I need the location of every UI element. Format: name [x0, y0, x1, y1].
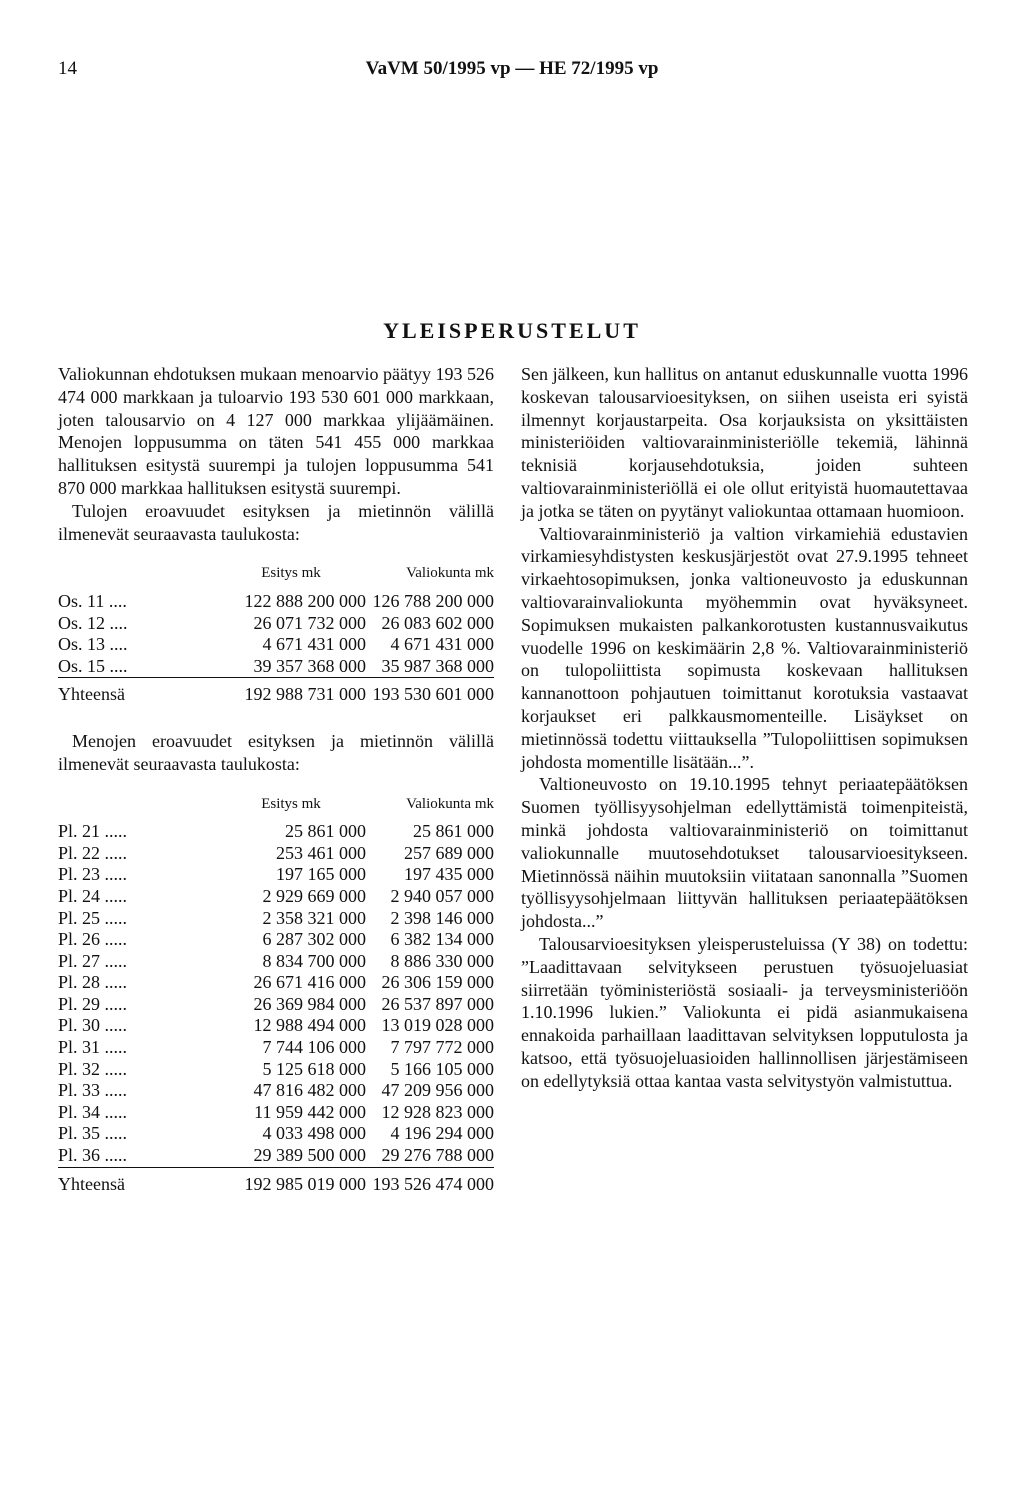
row-label: Os. 15 ....	[58, 655, 128, 676]
row-label: Pl. 27 .....	[58, 950, 128, 971]
right-paragraph: Valtioneuvosto on 19.10.1995 tehnyt periaatepäätöksen Suomen työllisyysohjelman edellyttämistä toimenpiteistä, minkä johdosta valtiovarainministeriö on toimittanut valiokunnalle muutosehdotukset talousarvioesitykseen. Mietinnössä näihin muutoksiin viitataan sanonnalla ”Suomen työllisyysohjelmaan liittyvän hallituksen periaatepäätöksen johdosta...”	[521, 774, 968, 932]
esitys-value: 122 888 200 000	[244, 590, 366, 611]
income-table	[58, 563, 494, 706]
valiokunta-value: 197 435 000	[404, 864, 494, 885]
row-label: Pl. 26 .....	[58, 929, 128, 950]
esitys-value: 26 071 732 000	[253, 612, 366, 633]
right-paragraph: Valtiovarainministeriö ja valtion virkamiehiä edustavien virkamiesyhdistysten keskusjärjestöt ovat 27.9.1995 tehneet virkaehtosopimuksen, jonka valtioneuvosto ja eduskunnan valtiovarainvaliokunta myöhemmin ovat hyväksyneet. Sopimuksen mukaisten palkankorotusten kustannusvaikutus vuodelle 1996 on keskimäärin 2,8 %. Valtiovarainministeriö on tulopoliittista sopimusta koskevaan hallituksen kannanottoon pohjautuen toimittanut korotuksia vastaavat korjaukset eri palkkausmomenteille. Lisäykset on mietinnössä todettu viittauksella ”Tulopoliittisen sopimuksen johdosta momentille lisätään...”.	[521, 523, 968, 772]
row-label: Pl. 24 .....	[58, 885, 128, 906]
esitys-value: 2 358 321 000	[262, 907, 366, 928]
row-label: Pl. 21 .....	[58, 821, 128, 842]
table-row	[58, 951, 494, 973]
valiokunta-value: 4 671 431 000	[390, 634, 494, 655]
esitys-value: 39 357 368 000	[253, 655, 366, 676]
total-label: Yhteensä	[58, 678, 166, 706]
esitys-value: 26 671 416 000	[253, 972, 366, 993]
total-row	[58, 678, 494, 706]
total-valiokunta: 193 526 474 000	[366, 1167, 494, 1195]
total-esitys: 192 988 731 000	[166, 678, 366, 706]
table-row	[58, 972, 494, 994]
esitys-value: 26 369 984 000	[253, 993, 366, 1014]
esitys-value: 2 929 669 000	[262, 885, 366, 906]
valiokunta-value: 26 306 159 000	[381, 972, 494, 993]
column-header: Valiokunta mk	[406, 795, 494, 812]
esitys-value: 4 671 431 000	[262, 634, 366, 655]
esitys-value: 11 959 442 000	[254, 1101, 366, 1122]
expense-table	[58, 794, 494, 1196]
esitys-value: 197 165 000	[276, 864, 366, 885]
column-header: Esitys mk	[261, 565, 321, 582]
section-heading: YLEISPERUSTELUT	[383, 318, 641, 343]
table-row	[58, 1080, 494, 1102]
row-label: Pl. 30 .....	[58, 1015, 128, 1036]
right-column	[521, 363, 968, 1093]
valiokunta-value: 25 861 000	[413, 821, 494, 842]
valiokunta-value: 6 382 134 000	[390, 929, 494, 950]
esitys-value: 8 834 700 000	[262, 950, 366, 971]
table-row	[58, 1102, 494, 1124]
esitys-value: 7 744 106 000	[262, 1037, 366, 1058]
esitys-value: 6 287 302 000	[262, 929, 366, 950]
valiokunta-value: 47 209 956 000	[381, 1080, 494, 1101]
total-row	[58, 1167, 494, 1195]
row-label: Pl. 22 .....	[58, 842, 128, 863]
valiokunta-value: 35 987 368 000	[381, 655, 494, 676]
left-column	[58, 363, 494, 1195]
valiokunta-value: 7 797 772 000	[390, 1037, 494, 1058]
esitys-value: 5 125 618 000	[262, 1058, 366, 1079]
esitys-value: 12 988 494 000	[253, 1015, 366, 1036]
table-row	[58, 929, 494, 951]
valiokunta-value: 2 398 146 000	[390, 907, 494, 928]
valiokunta-value: 126 788 200 000	[372, 590, 494, 611]
row-label: Os. 13 ....	[58, 634, 128, 655]
valiokunta-value: 12 928 823 000	[381, 1101, 494, 1122]
table-row	[58, 591, 494, 613]
table-row	[58, 656, 494, 678]
right-paragraph: Talousarvioesityksen yleisperusteluissa (Y 38) on todettu: ”Laadittavaan selvitykseen perustuen työsuojeluasiat siirretään työministeriöstä sosiaali- ja terveysministeriöön 1.10.1996 lukien.” Valiokunta ei pidä asianmukaisena ennakoida parhaillaan laadittavan selvityksen lopputulosta ja katsoo, että työsuojeluasioiden hallinnollisen järjestämiseen on edellytyksiä ottaa kantaa vasta selvitystyön valmistuttua.	[521, 933, 968, 1091]
valiokunta-value: 8 886 330 000	[390, 950, 494, 971]
valiokunta-value: 5 166 105 000	[390, 1058, 494, 1079]
document-title: VaVM 50/1995 vp — HE 72/1995 vp	[365, 58, 659, 79]
table-row	[58, 843, 494, 865]
total-esitys: 192 985 019 000	[166, 1167, 366, 1195]
left-paragraph: Menojen eroavuudet esityksen ja mietinnön välillä ilmenevät seuraavasta taulukosta:	[58, 730, 494, 774]
row-label: Pl. 25 .....	[58, 907, 128, 928]
table-row	[58, 1059, 494, 1081]
valiokunta-value: 4 196 294 000	[390, 1123, 494, 1144]
table-row	[58, 613, 494, 635]
row-label: Os. 11 ....	[58, 590, 127, 611]
row-label: Pl. 32 .....	[58, 1058, 128, 1079]
valiokunta-value: 13 019 028 000	[381, 1015, 494, 1036]
row-label: Pl. 28 .....	[58, 972, 128, 993]
esitys-value: 47 816 482 000	[253, 1080, 366, 1101]
column-header: Esitys mk	[261, 795, 321, 812]
esitys-value: 29 389 500 000	[253, 1145, 366, 1166]
table-row	[58, 1123, 494, 1145]
table-row	[58, 821, 494, 843]
esitys-value: 253 461 000	[276, 842, 366, 863]
table-row	[58, 1037, 494, 1059]
total-valiokunta: 193 530 601 000	[366, 678, 494, 706]
valiokunta-value: 26 537 897 000	[381, 993, 494, 1014]
row-label: Pl. 23 .....	[58, 864, 128, 885]
total-label: Yhteensä	[58, 1167, 166, 1195]
column-header: Valiokunta mk	[406, 565, 494, 582]
valiokunta-value: 257 689 000	[404, 842, 494, 863]
table-row	[58, 1145, 494, 1167]
row-label: Os. 12 ....	[58, 612, 128, 633]
table-row	[58, 994, 494, 1016]
row-label: Pl. 35 .....	[58, 1123, 128, 1144]
esitys-value: 4 033 498 000	[262, 1123, 366, 1144]
table-row	[58, 634, 494, 656]
row-label: Pl. 33 .....	[58, 1080, 128, 1101]
left-paragraph: Valiokunnan ehdotuksen mukaan menoarvio päätyy 193 526 474 000 markkaan ja tuloarvio 193 530 601 000 markkaan, joten talousarvio on 4 127 000 markkaa ylijäämäinen. Menojen loppusumma on täten 541 455 000 markkaa hallituksen esitystä suurempi ja tulojen loppusumma 541 870 000 markkaa hallituksen esitystä suurempi.	[58, 364, 494, 498]
valiokunta-value: 2 940 057 000	[390, 885, 494, 906]
table-row	[58, 908, 494, 930]
right-paragraph: Sen jälkeen, kun hallitus on antanut eduskunnalle vuotta 1996 koskevan talousarvioesityksen, on siihen useista eri syistä ilmennyt korjaustarpeita. Osa korjauksista on yksittäisten ministeriöiden valtiovarainministeriölle tekemiä, lähinnä teknisiä korjausehdotuksia, joiden suhteen valtiovarainministeriöllä ei ole ollut erityistä huomautettavaa ja jotka se täten on pyytänyt valiokuntaa ottamaan huomioon.	[521, 364, 968, 521]
left-paragraph: Tulojen eroavuudet esityksen ja mietinnön välillä ilmenevät seuraavasta taulukosta:	[58, 500, 494, 544]
table-row	[58, 1015, 494, 1037]
valiokunta-value: 26 083 602 000	[381, 612, 494, 633]
table-row	[58, 864, 494, 886]
row-label: Pl. 34 .....	[58, 1101, 128, 1122]
row-label: Pl. 36 .....	[58, 1145, 128, 1166]
page-number: 14	[58, 58, 77, 79]
esitys-value: 25 861 000	[285, 821, 366, 842]
row-label: Pl. 29 .....	[58, 993, 128, 1014]
table-row	[58, 886, 494, 908]
row-label: Pl. 31 .....	[58, 1037, 128, 1058]
valiokunta-value: 29 276 788 000	[381, 1145, 494, 1166]
